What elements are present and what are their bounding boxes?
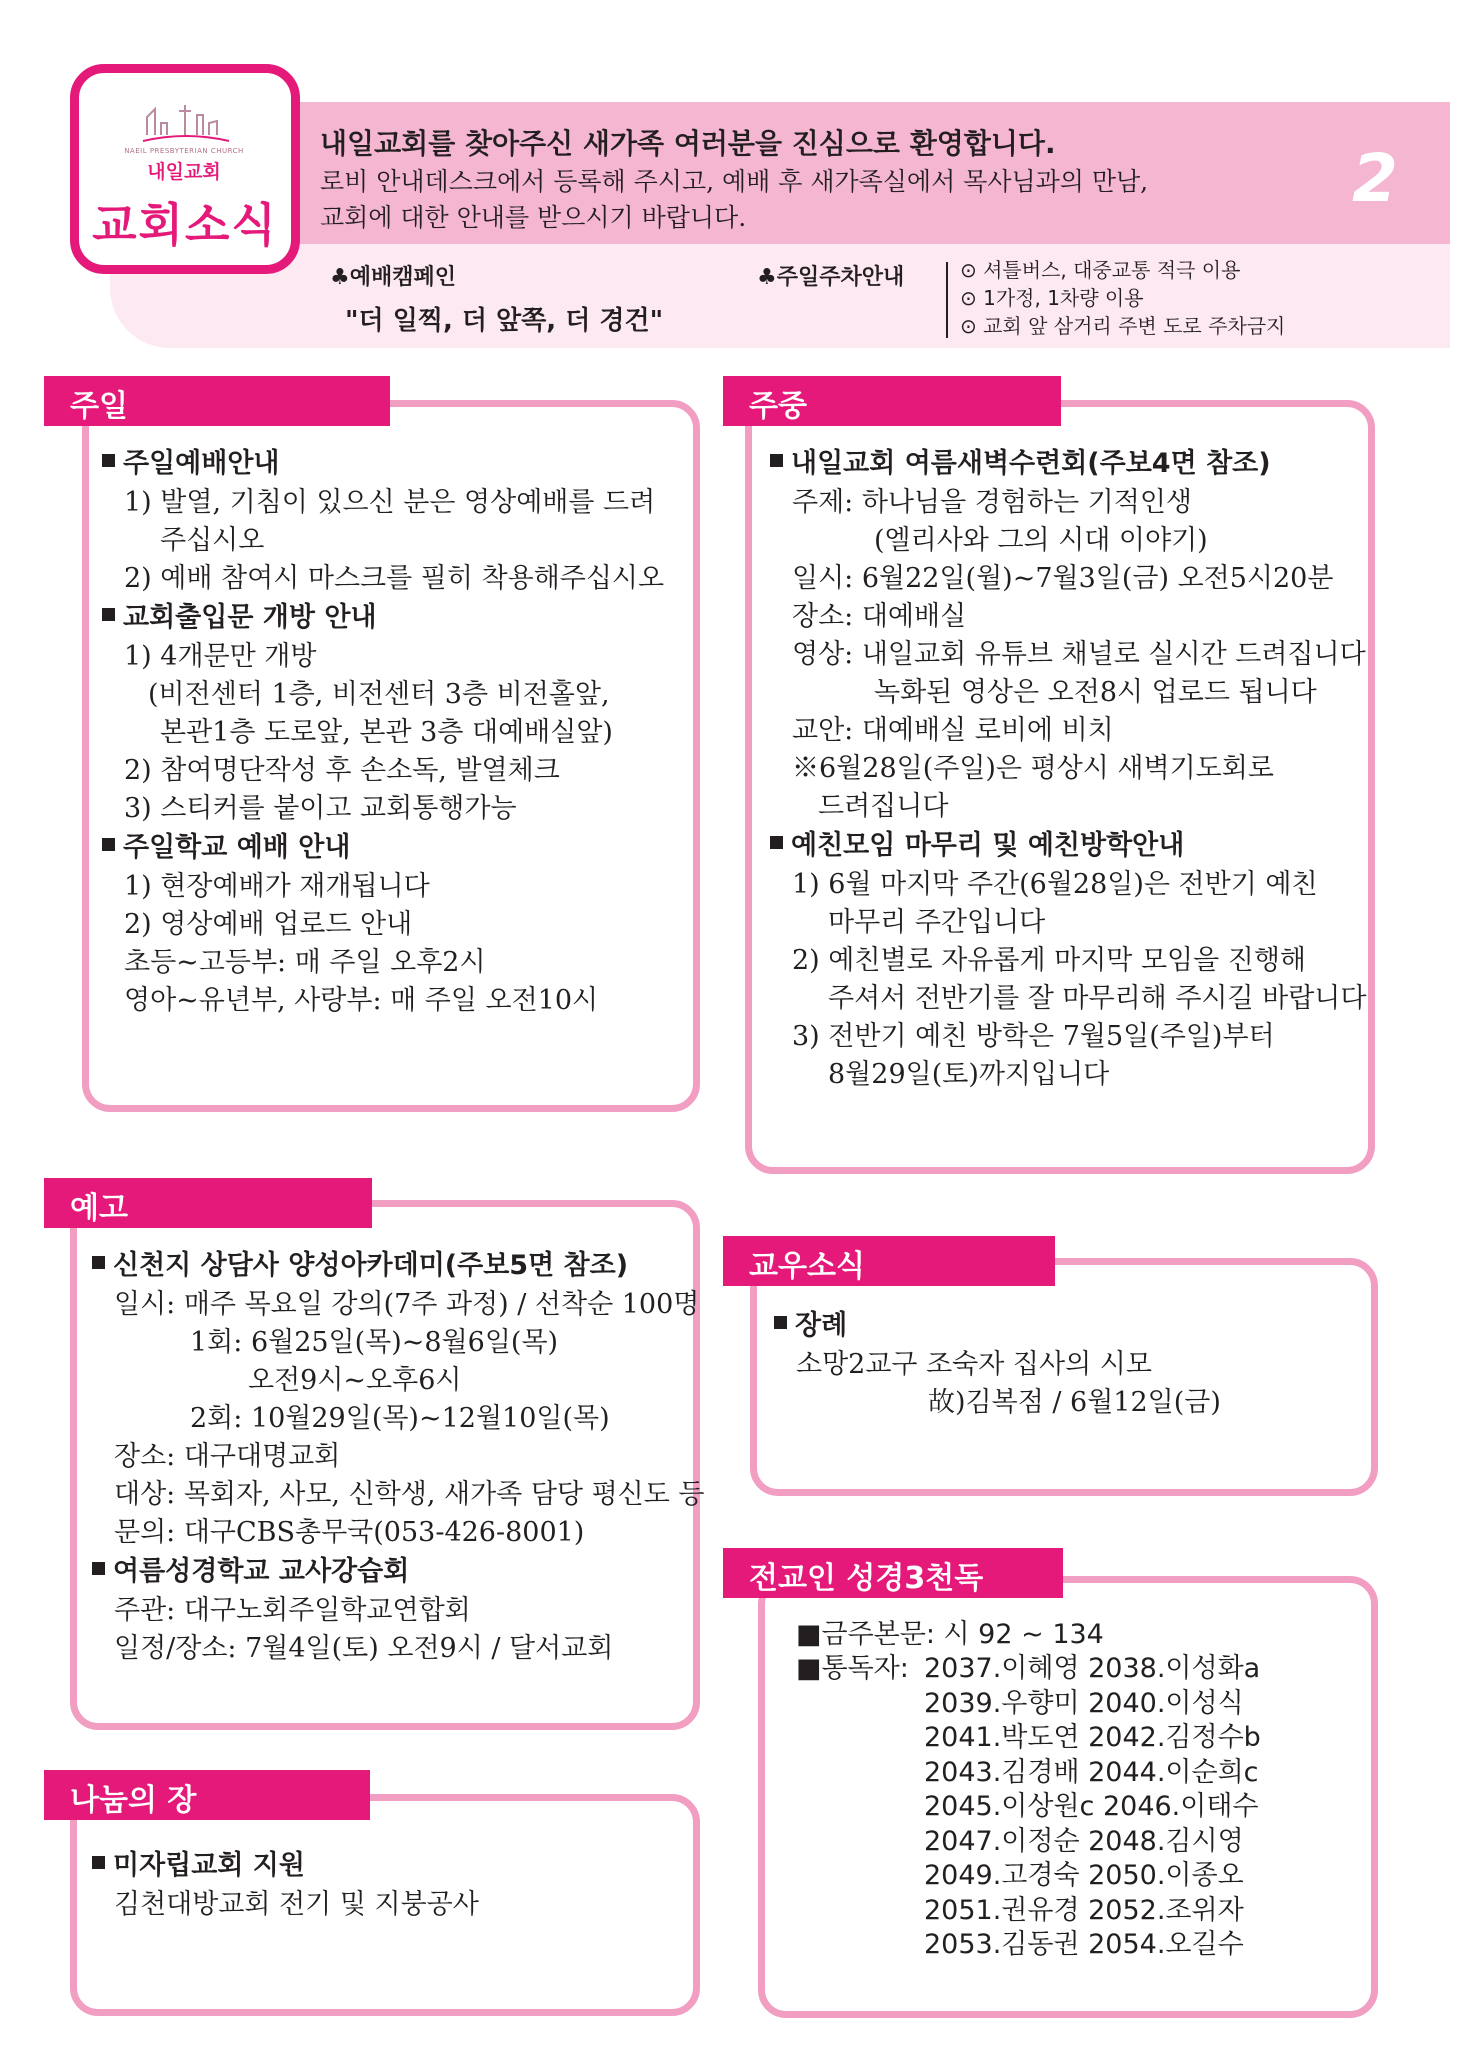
notice-line: 주십시오: [160, 525, 265, 556]
readers-label: ■통독자:: [796, 1653, 909, 1684]
page-title: 교회소식: [92, 198, 278, 252]
notice-line: 주관: 대구노회주일학교연합회: [114, 1595, 471, 1626]
notice-heading: 장례: [774, 1306, 1221, 1346]
notice-line: 초등~고등부: 매 주일 오후2시: [124, 947, 486, 978]
notice-line: 오전9시~오후6시: [248, 1365, 462, 1396]
parking-label: ♣주일주차안내: [757, 265, 905, 290]
notice-line: 대상: 목회자, 사모, 신학생, 새가족 담당 평신도 등: [114, 1479, 705, 1510]
bible-passage: ■금주본문: 시 92 ~ 134: [796, 1619, 1104, 1650]
notice-heading: 예친모임 마무리 및 예친방학안내: [770, 826, 1366, 866]
notice-line: 문의: 대구CBS총무국(053-426-8001): [114, 1517, 585, 1548]
sunday-section-tab: 주일: [44, 376, 390, 426]
notice-line: ※6월28일(주일)은 평상시 새벽기도회로: [792, 753, 1274, 784]
notice-line: 주제: 하나님을 경험하는 기적인생: [792, 487, 1192, 518]
reader-pair: 2045.이상원c 2046.이태수: [924, 1791, 1259, 1822]
reader-pair: 2051.권유경 2052.조위자: [924, 1894, 1244, 1926]
notice-line: 1) 현장예배가 재개됩니다: [124, 871, 430, 902]
bullet-square-icon: [102, 838, 115, 851]
notice-heading: 신천지 상담사 양성아카데미(주보5면 참조): [92, 1246, 704, 1286]
notice-heading: 미자립교회 지원: [92, 1846, 479, 1886]
notice-line: 드려집니다: [818, 791, 949, 822]
bullet-square-icon: [102, 454, 115, 467]
notice-line: 김천대방교회 전기 및 지붕공사: [114, 1889, 479, 1920]
readers-list: [796, 1652, 1261, 1963]
readers-block: [796, 1652, 1261, 1963]
notice-heading: 내일교회 여름새벽수련회(주보4면 참조): [770, 444, 1366, 484]
reader-pair: 2043.김경배 2044.이순희c: [924, 1756, 1259, 1788]
bullet-square-icon: [770, 454, 783, 467]
reader-pair: 2037.이혜영 2038.이성화a: [924, 1653, 1261, 1684]
campaign-slogan: "더 일찍, 더 앞쪽, 더 경건": [345, 306, 664, 336]
notice-heading: 교회출입문 개방 안내: [102, 598, 664, 638]
reader-pair: 2041.박도연 2042.김정수b: [924, 1722, 1261, 1753]
reader-pair: 2047.이정순 2048.김시영: [924, 1825, 1244, 1857]
church-english-name: NAEIL PRESBYTERIAN CHURCH: [124, 147, 244, 155]
notice-line: 일시: 매주 목요일 강의(7주 과정) / 선착순 100명: [114, 1289, 700, 1320]
notice-line: 2) 예배 참여시 마스크를 필히 착용해주십시오: [124, 563, 665, 594]
page-number: 2: [1352, 140, 1398, 217]
notice-line: 본관1층 도로앞, 본관 3층 대예배실앞): [160, 717, 613, 748]
notice-line: 1) 발열, 기침이 있으신 분은 영상예배를 드려: [124, 487, 656, 518]
notice-heading: 여름성경학교 교사강습회: [92, 1552, 704, 1592]
bible-section-tab: 전교인 성경3천독: [723, 1548, 1063, 1598]
reader-pair: 2049.고경숙 2050.이종오: [924, 1860, 1244, 1891]
notice-line: (비전센터 1층, 비전센터 3층 비전홀앞,: [148, 679, 610, 710]
parking-item: ⊙ 1가정, 1차량 이용: [960, 286, 1144, 310]
parking-item: ⊙ 교회 앞 삼거리 주변 도로 주차금지: [960, 314, 1286, 338]
notice-line: 일시: 6월22일(월)~7월3일(금) 오전5시20분: [792, 563, 1334, 594]
notice-line: 3) 스티커를 붙이고 교회통행가능: [124, 793, 517, 824]
bible-content: [796, 1618, 1261, 1963]
notice-line: 주셔서 전반기를 잘 마무리해 주시길 바랍니다: [828, 983, 1367, 1014]
notice-line: 장소: 대구대명교회: [114, 1441, 341, 1472]
notice-line: 장소: 대예배실: [792, 601, 967, 632]
campaign-label: ♣예배캠페인: [330, 265, 456, 290]
church-name: 내일교회: [147, 161, 221, 183]
reader-pair: 2039.우향미 2040.이성식: [924, 1687, 1244, 1719]
notice-heading: 주일학교 예배 안내: [102, 828, 664, 868]
sharing-section-tab: 나눔의 장: [44, 1770, 370, 1820]
notice-line: 교안: 대예배실 로비에 비치: [792, 715, 1114, 746]
bullet-square-icon: [102, 608, 115, 621]
bullet-square-icon: [92, 1562, 105, 1575]
notice-line: 1회: 6월25일(목)~8월6일(목): [190, 1327, 559, 1358]
reader-pair: 2053.김동권 2054.오길수: [924, 1929, 1244, 1960]
weekday-content: [770, 444, 1366, 1094]
church-logo-box: [70, 64, 300, 274]
welcome-text-line: 교회에 대한 안내를 받으시기 바랍니다.: [320, 203, 747, 232]
parking-list: [960, 256, 1285, 340]
notice-line: 영상: 내일교회 유튜브 채널로 실시간 드려집니다: [792, 639, 1366, 670]
welcome-text-line: 로비 안내데스크에서 등록해 주시고, 예배 후 새가족실에서 목사님과의 만남,: [320, 167, 1149, 196]
notice-content: [92, 1246, 704, 1668]
members-section-tab: 교우소식: [723, 1236, 1055, 1286]
sharing-content: [92, 1846, 479, 1924]
notice-line: 2) 예친별로 자유롭게 마지막 모임을 진행해: [792, 945, 1307, 976]
notice-line: 녹화된 영상은 오전8시 업로드 됩니다: [874, 677, 1317, 708]
notice-section-tab: 예고: [44, 1178, 372, 1228]
bullet-square-icon: [774, 1316, 787, 1329]
notice-line: (엘리사와 그의 시대 이야기): [874, 525, 1208, 556]
notice-line: 영아~유년부, 사랑부: 매 주일 오전10시: [124, 985, 599, 1016]
notice-heading: 주일예배안내: [102, 444, 664, 484]
members-content: [774, 1306, 1221, 1422]
bullet-square-icon: [92, 1256, 105, 1269]
notice-line: 2회: 10월29일(목)~12월10일(목): [190, 1403, 610, 1434]
notice-line: 1) 6월 마지막 주간(6월28일)은 전반기 예친: [792, 869, 1318, 900]
notice-line: 마무리 주간입니다: [828, 907, 1046, 938]
notice-line: 3) 전반기 예친 방학은 7월5일(주일)부터: [792, 1021, 1275, 1052]
notice-line: 일정/장소: 7월4일(토) 오전9시 / 달서교회: [114, 1633, 614, 1664]
notice-line: 2) 참여명단작성 후 손소독, 발열체크: [124, 755, 560, 786]
sunday-content: [102, 444, 664, 1020]
bullet-square-icon: [92, 1856, 105, 1869]
notice-line: 소망2교구 조숙자 집사의 시모: [796, 1349, 1152, 1380]
notice-line: 故)김복점 / 6월12일(금): [928, 1387, 1221, 1418]
divider: [946, 262, 948, 338]
notice-line: 2) 영상예배 업로드 안내: [124, 909, 413, 940]
parking-item: ⊙ 셔틀버스, 대중교통 적극 이용: [960, 258, 1241, 282]
bullet-square-icon: [770, 836, 783, 849]
notice-line: 1) 4개문만 개방: [124, 641, 317, 672]
welcome-title: 내일교회를 찾아주신 새가족 여러분을 진심으로 환영합니다.: [320, 127, 1056, 160]
notice-line: 8월29일(토)까지입니다: [828, 1059, 1110, 1090]
weekday-section-tab: 주중: [723, 376, 1061, 426]
